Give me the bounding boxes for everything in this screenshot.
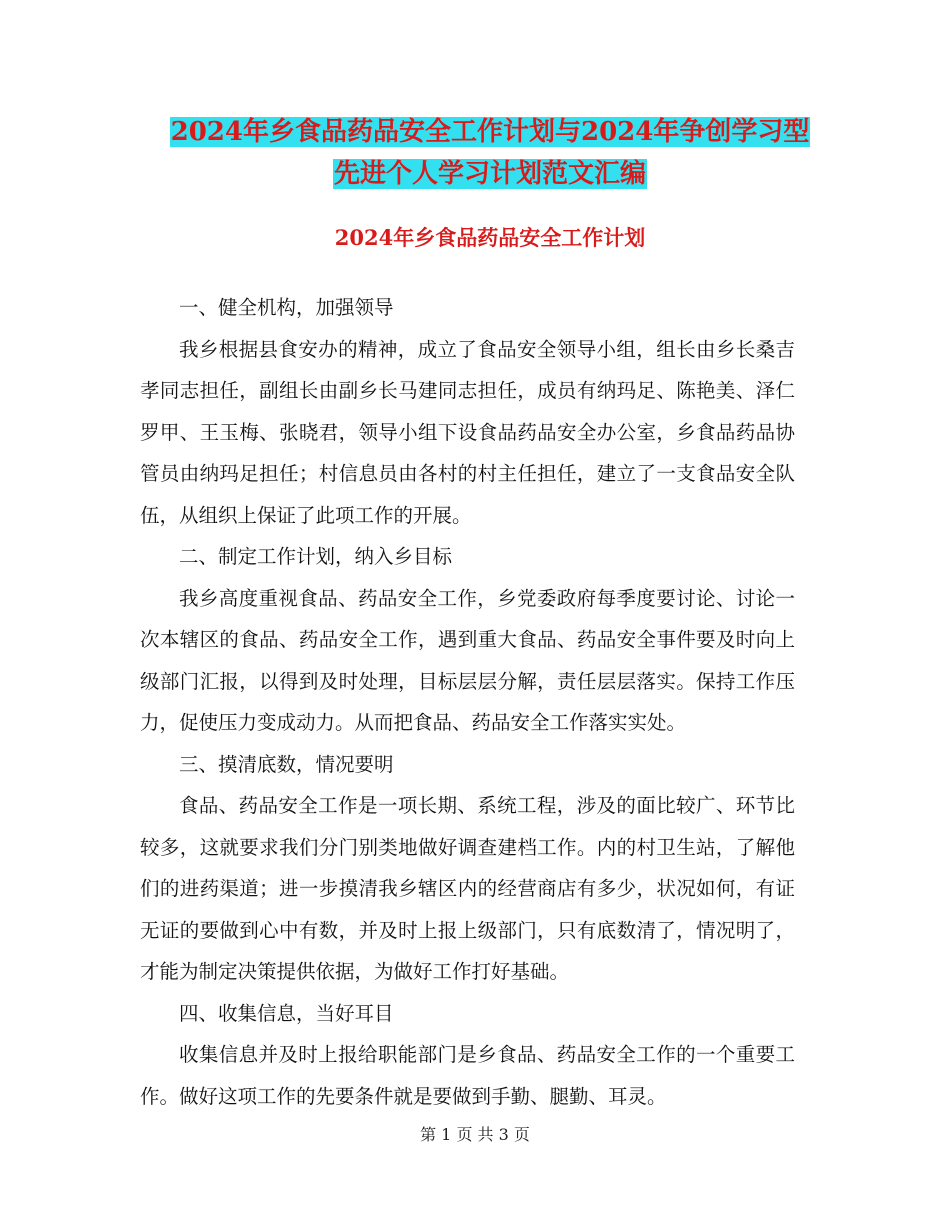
paragraph-2-work-plan: 我乡高度重视食品、药品安全工作，乡党委政府每季度要讨论、讨论一次本辖区的食品、药品安全工作，遇到重大食品、药品安全事件要及时向上级部门汇报，以得到及时处理，目标层层分解，责任层层落实。保持工作压力，促使压力变成动力。从而把食品、药品安全工作落实实处。 [140,586,795,734]
document-title-line-1 [140,110,840,154]
section-title: 2024年乡食品药品安全工作计划 [334,225,646,250]
paragraph-3-survey: 食品、药品安全工作是一项长期、系统工程，涉及的面比较广、环节比较多，这就要求我们分门别类地做好调查建档工作。内的村卫生站，了解他们的进药渠道；进一步摸清我乡辖区内的经营商店有多少，状况如何，有证无证的要做到心中有数，并及时上报上级部门，只有底数清了，情况明了，才能为制定决策提供依据，为做好工作打好基础。 [140,794,795,983]
document-body [140,287,795,1117]
heading-1-organization: 一、健全机构，加强领导 [179,296,394,319]
paragraph-4-information: 收集信息并及时上报给职能部门是乡食品、药品安全工作的一个重要工作。做好这项工作的先要条件就是要做到手勤、腿勤、耳灵。 [140,1043,795,1108]
heading-3-survey: 三、摸清底数，情况要明 [179,752,394,776]
document-title-highlight-2: 先进个人学习计划范文汇编 [333,159,646,189]
heading-2-work-plan: 二、制定工作计划，纳入乡目标 [179,545,453,568]
document-title-line-2 [140,152,840,196]
page-footer: 第 1 页 共 3 页 [420,1125,530,1144]
document-title-highlight-1: 2024年乡食品药品安全工作计划与2024年争创学习型 [170,117,810,147]
heading-4-information: 四、收集信息，当好耳目 [179,1001,394,1025]
paragraph-1-organization: 我乡根据县食安办的精神，成立了食品安全领导小组，组长由乡长桑吉孝同志担任，副组长由副乡长马建同志担任，成员有纳玛足、陈艳美、泽仁罗甲、王玉梅、张晓君，领导小组下设食品药品安全办公室，乡食品药品协管员由纳玛足担任；村信息员由各村的村主任担任，建立了一支食品安全队伍，从组织上保证了此项工作的开展。 [140,337,795,527]
